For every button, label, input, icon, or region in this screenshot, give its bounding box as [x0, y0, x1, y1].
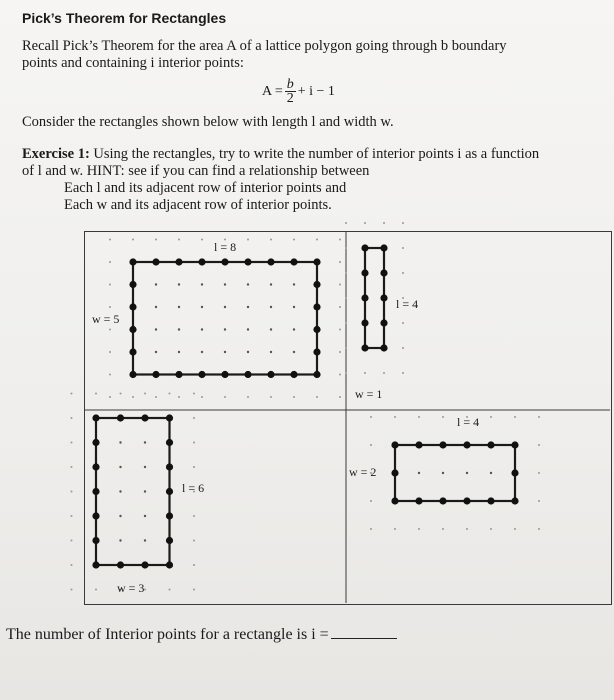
lattice-point [109, 284, 111, 286]
boundary-point [129, 281, 136, 288]
lattice-point [402, 272, 404, 274]
interior-point [270, 328, 272, 330]
intro-line-2: points and containing i interior points: [22, 55, 244, 71]
lattice-point [442, 528, 444, 530]
lattice-point [71, 540, 73, 542]
lattice-point [442, 416, 444, 418]
lattice-point [247, 396, 249, 398]
lattice-point [370, 444, 372, 446]
lattice-point [132, 239, 134, 241]
interior-point [247, 351, 249, 353]
interior-point [119, 490, 121, 492]
rectangle-6-by-3 [71, 393, 196, 591]
boundary-point [198, 258, 205, 265]
lattice-point [394, 528, 396, 530]
lattice-point [109, 374, 111, 376]
lattice-point [345, 347, 347, 349]
boundary-point [117, 561, 124, 568]
rect4-width-label: w = 2 [349, 465, 377, 479]
boundary-point [175, 258, 182, 265]
boundary-point [313, 258, 320, 265]
boundary-point [313, 303, 320, 310]
boundary-point [439, 497, 446, 504]
lattice-point [120, 393, 122, 395]
boundary-point [380, 244, 387, 251]
lattice-point [247, 239, 249, 241]
boundary-point [129, 348, 136, 355]
rect4-outline [395, 445, 515, 501]
boundary-point [487, 497, 494, 504]
exercise-line-4: Each w and its adjacent row of interior points. [64, 197, 332, 213]
boundary-point [361, 294, 368, 301]
lattice-point [402, 372, 404, 374]
boundary-point [92, 488, 99, 495]
lattice-point [224, 396, 226, 398]
lattice-point [144, 393, 146, 395]
boundary-point [361, 344, 368, 351]
interior-point [442, 472, 444, 474]
lattice-point [316, 396, 318, 398]
interior-point [155, 328, 157, 330]
lattice-point [364, 222, 366, 224]
rect4-length-label: l = 4 [457, 415, 480, 429]
boundary-point [511, 497, 518, 504]
boundary-point [92, 537, 99, 544]
lattice-point [466, 528, 468, 530]
interior-point [144, 466, 146, 468]
boundary-point [92, 512, 99, 519]
interior-point [224, 283, 226, 285]
lattice-point [339, 261, 341, 263]
answer-blank[interactable] [331, 624, 397, 639]
boundary-point [117, 414, 124, 421]
interior-point [178, 328, 180, 330]
interior-point [119, 466, 121, 468]
boundary-point [361, 244, 368, 251]
boundary-point [129, 258, 136, 265]
lattice-point [339, 329, 341, 331]
interior-point [247, 306, 249, 308]
exercise-label: Exercise 1: [22, 146, 90, 162]
boundary-point [92, 414, 99, 421]
lattice-point [339, 374, 341, 376]
boundary-point [463, 441, 470, 448]
lattice-point [132, 396, 134, 398]
boundary-point [313, 371, 320, 378]
boundary-point [361, 269, 368, 276]
lattice-point [490, 416, 492, 418]
lattice-point [109, 261, 111, 263]
lattice-point [538, 528, 540, 530]
boundary-point [415, 441, 422, 448]
lattice-point [109, 396, 111, 398]
lattice-point [270, 396, 272, 398]
rect2-length-label: l = 4 [396, 297, 419, 311]
interior-point [119, 515, 121, 517]
boundary-point [267, 371, 274, 378]
boundary-point [463, 497, 470, 504]
boundary-point [313, 326, 320, 333]
interior-point [155, 283, 157, 285]
rect3-width-label: w = 3 [117, 581, 145, 595]
lattice-point [193, 466, 195, 468]
interior-point [178, 283, 180, 285]
interior-point [201, 306, 203, 308]
answer-line [6, 624, 397, 644]
lattice-point [383, 222, 385, 224]
lattice-point [71, 393, 73, 395]
boundary-point [166, 414, 173, 421]
lattice-point [169, 393, 171, 395]
boundary-point [166, 439, 173, 446]
lattice-point [293, 396, 295, 398]
lattice-point [490, 528, 492, 530]
rect1-outline [133, 262, 317, 375]
lattice-point [109, 239, 111, 241]
lattice-point [109, 329, 111, 331]
interior-point [270, 351, 272, 353]
lattice-point [339, 284, 341, 286]
lattice-point [95, 393, 97, 395]
lattice-point [402, 247, 404, 249]
lattice-point [339, 351, 341, 353]
boundary-point [152, 258, 159, 265]
interior-point [418, 472, 420, 474]
interior-point [247, 283, 249, 285]
interior-point [293, 328, 295, 330]
lattice-point [402, 322, 404, 324]
lattice-point [71, 491, 73, 493]
lattice-point [71, 442, 73, 444]
boundary-point [141, 561, 148, 568]
boundary-point [290, 371, 297, 378]
interior-point [178, 351, 180, 353]
interior-point [178, 306, 180, 308]
lattice-point [345, 272, 347, 274]
interior-point [247, 328, 249, 330]
lattice-point [201, 396, 203, 398]
lattice-point [514, 416, 516, 418]
boundary-point [415, 497, 422, 504]
lattice-point [370, 416, 372, 418]
lattice-point [293, 239, 295, 241]
interior-point [224, 351, 226, 353]
boundary-point [391, 469, 398, 476]
interior-point [144, 515, 146, 517]
formula-lhs: A = [262, 83, 283, 99]
boundary-point [391, 441, 398, 448]
boundary-point [267, 258, 274, 265]
boundary-point [380, 319, 387, 326]
boundary-point [439, 441, 446, 448]
boundary-point [221, 371, 228, 378]
interior-point [270, 306, 272, 308]
lattice-point [339, 239, 341, 241]
lattice-point [193, 442, 195, 444]
lattice-point [364, 372, 366, 374]
boundary-point [152, 371, 159, 378]
lattice-point [538, 416, 540, 418]
formula-denominator: 2 [286, 91, 294, 106]
interior-point [224, 328, 226, 330]
boundary-point [244, 371, 251, 378]
boundary-point [141, 414, 148, 421]
lattice-point [155, 396, 157, 398]
lattice-point [345, 297, 347, 299]
interior-point [155, 306, 157, 308]
boundary-point [166, 512, 173, 519]
rect1-length-label: l = 8 [214, 240, 237, 254]
lattice-point [538, 500, 540, 502]
lattice-point [418, 528, 420, 530]
boundary-point [175, 371, 182, 378]
exercise-line-2: of l and w. HINT: see if you can find a relationship between [22, 163, 370, 179]
boundary-point [92, 561, 99, 568]
formula-numerator: b [286, 77, 294, 92]
rect2-width-label: w = 1 [355, 387, 383, 401]
rect3-outline [96, 418, 170, 565]
lattice-point [109, 306, 111, 308]
boundary-point [129, 371, 136, 378]
boundary-point [380, 294, 387, 301]
interior-point [490, 472, 492, 474]
lattice-point [339, 396, 341, 398]
lattice-point [71, 515, 73, 517]
lattice-point [316, 239, 318, 241]
boundary-point [92, 439, 99, 446]
interior-point [144, 490, 146, 492]
lattice-point [345, 372, 347, 374]
rectangle-8-by-5 [109, 239, 341, 399]
interior-point [119, 441, 121, 443]
interior-point [119, 539, 121, 541]
boundary-point [380, 269, 387, 276]
interior-point [293, 283, 295, 285]
interior-point [201, 328, 203, 330]
page-title: Pick’s Theorem for Rectangles [22, 10, 227, 26]
lattice-point [155, 239, 157, 241]
boundary-point [166, 488, 173, 495]
lattice-point [178, 239, 180, 241]
interior-point [201, 283, 203, 285]
formula-rhs: + i − 1 [297, 83, 335, 99]
lattice-point [193, 540, 195, 542]
boundary-point [92, 463, 99, 470]
consider-line: Consider the rectangles shown below with length l and width w. [22, 114, 394, 130]
boundary-point [380, 344, 387, 351]
lattice-point [402, 222, 404, 224]
lattice-point [538, 472, 540, 474]
boundary-point [313, 348, 320, 355]
lattice-point [71, 417, 73, 419]
interior-point [270, 283, 272, 285]
lattice-point [178, 396, 180, 398]
lattice-point [193, 417, 195, 419]
lattice-point [71, 589, 73, 591]
interior-point [144, 441, 146, 443]
lattice-point [345, 247, 347, 249]
interior-point [201, 351, 203, 353]
rect1-width-label: w = 5 [92, 312, 120, 326]
interior-point [144, 539, 146, 541]
lattice-point [339, 306, 341, 308]
lattice-point [345, 222, 347, 224]
boundary-point [313, 281, 320, 288]
rect3-length-label: l = 6 [182, 481, 205, 495]
lattice-point [394, 416, 396, 418]
lattice-point [193, 393, 195, 395]
lattice-point [169, 589, 171, 591]
lattice-point [193, 515, 195, 517]
answer-prompt: The number of Interior points for a rectangle is i = [6, 626, 329, 643]
exercise-text-1: Using the rectangles, try to write the number of interior points i as a function [89, 146, 540, 162]
intro-line-1: Recall Pick’s Theorem for the area A of a lattice polygon going through b boundary [22, 38, 507, 54]
lattice-point [270, 239, 272, 241]
lattice-point [109, 351, 111, 353]
boundary-point [221, 258, 228, 265]
boundary-point [511, 469, 518, 476]
lattice-point [71, 564, 73, 566]
lattice-point [418, 416, 420, 418]
interior-point [293, 306, 295, 308]
interior-point [466, 472, 468, 474]
boundary-point [511, 441, 518, 448]
lattice-point [345, 322, 347, 324]
boundary-point [166, 561, 173, 568]
lattice-point [193, 564, 195, 566]
rectangle-4-by-2 [370, 416, 540, 530]
exercise-line-3: Each l and its adjacent row of interior points and [64, 180, 347, 196]
lattice-point [402, 347, 404, 349]
lattice-point [193, 589, 195, 591]
boundary-point [361, 319, 368, 326]
interior-point [224, 306, 226, 308]
boundary-point [198, 371, 205, 378]
lattice-point [71, 466, 73, 468]
lattice-point [95, 589, 97, 591]
boundary-point [391, 497, 398, 504]
lattice-point [370, 500, 372, 502]
interior-point [155, 351, 157, 353]
interior-point [293, 351, 295, 353]
boundary-point [244, 258, 251, 265]
boundary-point [290, 258, 297, 265]
boundary-point [166, 537, 173, 544]
boundary-point [129, 326, 136, 333]
lattice-point [370, 528, 372, 530]
lattice-point [201, 239, 203, 241]
lattice-point [383, 372, 385, 374]
lattice-point [514, 528, 516, 530]
boundary-point [166, 463, 173, 470]
boundary-point [129, 303, 136, 310]
lattice-point [538, 444, 540, 446]
boundary-point [487, 441, 494, 448]
